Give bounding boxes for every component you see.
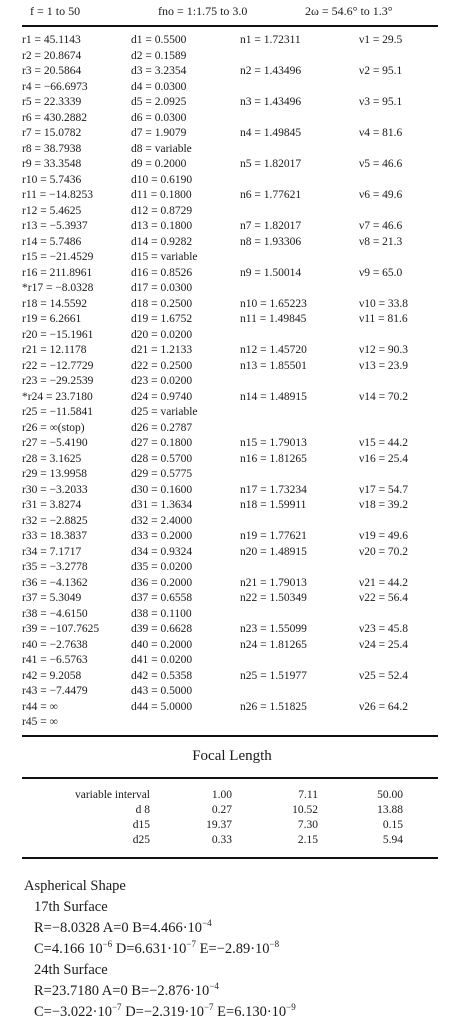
radius-cell: r26 = ∞(stop) [22,421,85,434]
lens-row [0,561,464,577]
index-cell: n25 = 1.51977 [240,669,307,682]
abbe-cell: ν3 = 95.1 [359,96,403,108]
spacing-cell: d37 = 0.6558 [131,592,193,604]
radius-cell: r23 = −29.2539 [22,375,94,387]
radius-cell: r42 = 9.2058 [22,669,82,682]
spacing-cell: d38 = 0.1100 [131,607,192,620]
lens-row [0,251,464,267]
spacing-cell: d23 = 0.0200 [131,375,193,387]
radius-cell: r19 = 6.2661 [22,313,82,325]
abbe-cell: ν6 = 49.6 [359,189,403,201]
radius-cell: r28 = 3.1625 [22,452,82,465]
lens-row [0,282,464,298]
radius-cell: r18 = 14.5592 [22,297,87,310]
lens-row [0,499,464,515]
field-angle-range: 2ω = 54.6° to 1.3° [305,4,393,18]
spacing-cell: d25 = variable [131,406,198,418]
focal-range: f = 1 to 50 [30,4,81,18]
radius-cell: *r17 = −8.0328 [22,282,94,294]
radius-cell: r44 = ∞ [22,700,58,713]
radius-cell: r31 = 3.8274 [22,499,82,511]
abbe-cell: ν18 = 39.2 [359,499,409,511]
radius-cell: r43 = −7.4479 [22,685,88,697]
index-cell: n11 = 1.49845 [240,313,307,325]
spacing-cell: d9 = 0.2000 [131,158,187,170]
focal-length-title: Focal Length [192,748,272,764]
lens-row [0,484,464,500]
radius-cell: *r24 = 23.7180 [22,390,93,403]
lens-row [0,375,464,391]
spacing-cell: d35 = 0.0200 [131,561,193,573]
radius-cell: r12 = 5.4625 [22,204,82,217]
index-cell: n17 = 1.73234 [240,483,307,496]
lens-row [0,623,464,639]
lens-row [0,96,464,112]
spacing-cell: d14 = 0.9282 [131,235,193,248]
spacing-cell: d43 = 0.5000 [131,685,193,697]
lens-row [0,639,464,655]
focal-value: 0.33 [211,834,232,846]
abbe-cell: ν7 = 46.6 [359,220,403,232]
lens-row [0,298,464,314]
index-cell: n19 = 1.77621 [240,530,307,542]
index-cell: n14 = 1.48915 [240,390,307,403]
lens-row [0,515,464,531]
index-cell: n15 = 1.79013 [240,437,307,449]
index-cell: n7 = 1.82017 [240,220,302,232]
radius-cell: r13 = −5.3937 [22,220,88,232]
radius-cell: r34 = 7.1717 [22,545,82,558]
spacing-cell: d21 = 1.2133 [131,344,193,356]
spacing-cell: d29 = 0.5775 [131,468,193,480]
abbe-cell: ν21 = 44.2 [359,576,409,589]
lens-row [0,437,464,453]
focal-row [0,819,464,834]
focal-value: 19.37 [206,819,232,831]
focal-value: 0.15 [382,819,403,831]
lens-row [0,670,464,686]
index-cell: n26 = 1.51825 [240,700,307,713]
index-cell: n16 = 1.81265 [240,452,307,465]
abbe-cell: ν14 = 70.2 [359,390,409,403]
lens-row [0,267,464,283]
radius-cell: r39 = −107.7625 [22,623,100,635]
abbe-cell: ν20 = 70.2 [359,545,409,558]
abbe-cell: ν1 = 29.5 [359,34,403,46]
spacing-cell: d2 = 0.1589 [131,49,187,62]
radius-cell: r33 = 18.3837 [22,530,87,542]
index-cell: n9 = 1.50014 [240,266,302,279]
lens-row [0,577,464,593]
lens-row [0,158,464,174]
focal-value: 7.30 [297,819,318,831]
radius-cell: r16 = 211.8961 [22,266,93,279]
abbe-cell: ν2 = 95.1 [359,65,403,77]
radius-cell: r9 = 33.3548 [22,158,82,170]
spacing-cell: d41 = 0.0200 [131,654,193,666]
spacing-cell: d18 = 0.2500 [131,297,193,310]
lens-data-table [0,34,464,732]
index-cell: n18 = 1.59911 [240,499,307,511]
index-cell: n2 = 1.43496 [240,65,302,77]
lens-row [0,608,464,624]
index-cell: n5 = 1.82017 [240,158,302,170]
radius-cell: r45 = ∞ [22,716,58,728]
spacing-cell: d13 = 0.1800 [131,220,193,232]
index-cell: n1 = 1.72311 [240,34,301,46]
lens-row [0,81,464,97]
lens-row [0,530,464,546]
radius-cell: r3 = 20.5864 [22,65,82,77]
lens-row [0,34,464,50]
abbe-cell: ν8 = 21.3 [359,235,403,248]
radius-cell: r2 = 20.8674 [22,49,82,62]
focal-length-table [0,789,464,849]
lens-row [0,654,464,670]
radius-cell: r25 = −11.5841 [22,406,93,418]
lens-row [0,391,464,407]
radius-cell: r40 = −2.7638 [22,638,88,651]
lens-row [0,65,464,81]
surface-17-line-2: C=4.166 $10^{-6}$ $D=6.631\cdot 10^{-7}$ $E=-2.89\cdot 10^{-8}$ [34,939,280,957]
abbe-cell: ν12 = 90.3 [359,344,409,356]
radius-cell: r5 = 22.3339 [22,96,82,108]
radius-cell: r32 = −2.8825 [22,514,88,527]
focal-value: 1.00 [211,789,232,801]
lens-row [0,127,464,143]
focal-row-label: d15 [132,819,150,831]
surface-24-label: 24th Surface [34,962,108,978]
focal-value: 7.11 [298,789,318,801]
index-cell: n6 = 1.77621 [240,189,302,201]
lens-row [0,313,464,329]
lens-row [0,592,464,608]
radius-cell: r22 = −12.7729 [22,359,94,372]
spacing-cell: d28 = 0.5700 [131,452,193,465]
spacing-cell: d20 = 0.0200 [131,328,193,341]
focal-row-label: variable interval [74,789,150,801]
index-cell: n21 = 1.79013 [240,576,307,589]
radius-cell: r11 = −14.8253 [22,189,93,201]
surface-24-line-1: R=23.7180 A=0 $B=-2.876\cdot 10^{-4}$ [34,981,219,999]
focal-value: 0.27 [211,804,232,816]
spacing-cell: d12 = 0.8729 [131,204,193,217]
index-cell: n8 = 1.93306 [240,235,302,248]
abbe-cell: ν10 = 33.8 [359,297,409,310]
spacing-cell: d26 = 0.2787 [131,421,193,434]
abbe-cell: ν5 = 46.6 [359,158,403,170]
radius-cell: r8 = 38.7938 [22,142,82,155]
spec-header [0,4,464,24]
abbe-cell: ν15 = 44.2 [359,437,409,449]
radius-cell: r38 = −4.6150 [22,607,88,620]
abbe-cell: ν22 = 56.4 [359,592,409,604]
abbe-cell: ν13 = 23.9 [359,359,409,372]
spacing-cell: d36 = 0.2000 [131,576,193,589]
abbe-cell: ν24 = 25.4 [359,638,409,651]
focal-value: 50.00 [377,789,403,801]
lens-row [0,236,464,252]
spacing-cell: d16 = 0.8526 [131,266,193,279]
focal-value: 5.94 [382,834,403,846]
lens-row [0,406,464,422]
radius-cell: r6 = 430.2882 [22,111,87,124]
aspherical-title: Aspherical Shape [24,878,126,894]
focal-row [0,804,464,819]
lens-row [0,468,464,484]
spacing-cell: d32 = 2.4000 [131,514,193,527]
surface-17-label: 17th Surface [34,899,108,915]
lens-row [0,546,464,562]
radius-cell: r21 = 12.1178 [22,344,87,356]
abbe-cell: ν9 = 65.0 [359,266,403,279]
fno-range: fno = 1:1.75 to 3.0 [158,4,248,18]
spacing-cell: d17 = 0.0300 [131,282,193,294]
spacing-cell: d1 = 0.5500 [131,34,187,46]
surface-17-line-1: R=−8.0328 A=0 $B=4.466\cdot 10^{-4}$ [34,918,212,936]
index-cell: n13 = 1.85501 [240,359,307,372]
spacing-cell: d11 = 0.1800 [131,189,192,201]
focal-value: 13.88 [377,804,403,816]
spacing-cell: d22 = 0.2500 [131,359,193,372]
lens-row [0,220,464,236]
lens-row [0,205,464,221]
radius-cell: r15 = −21.4529 [22,251,94,263]
focal-top-rule [22,777,438,779]
abbe-cell: ν26 = 64.2 [359,700,409,713]
abbe-cell: ν19 = 49.6 [359,530,409,542]
spacing-cell: d33 = 0.2000 [131,530,193,542]
index-cell: n24 = 1.81265 [240,638,307,651]
radius-cell: r14 = 5.7486 [22,235,82,248]
radius-cell: r41 = −6.5763 [22,654,88,666]
radius-cell: r1 = 45.1143 [22,34,81,46]
radius-cell: r4 = −66.6973 [22,80,88,93]
radius-cell: r7 = 15.0782 [22,127,82,139]
spacing-cell: d27 = 0.1800 [131,437,193,449]
spacing-cell: d31 = 1.3634 [131,499,193,511]
surface-24-line-2: $C=-3.022\cdot 10^{-7}$ $D=-2.319\cdot 10^{-7}$ $E=6.130\cdot 10^{-9}$ [34,1002,296,1020]
index-cell: n20 = 1.48915 [240,545,307,558]
radius-cell: r10 = 5.7436 [22,173,82,186]
lens-row [0,143,464,159]
abbe-cell: ν25 = 52.4 [359,669,409,682]
radius-cell: r37 = 5.3049 [22,592,82,604]
index-cell: n12 = 1.45720 [240,344,307,356]
lens-row [0,685,464,701]
spacing-cell: d4 = 0.0300 [131,80,187,93]
lens-row [0,174,464,190]
index-cell: n22 = 1.50349 [240,592,307,604]
abbe-cell: ν16 = 25.4 [359,452,409,465]
spacing-cell: d6 = 0.0300 [131,111,187,124]
lens-row [0,701,464,717]
spacing-cell: d30 = 0.1600 [131,483,193,496]
spacing-cell: d24 = 0.9740 [131,390,193,403]
table-bottom-rule [22,735,438,737]
spacing-cell: d42 = 0.5358 [131,669,193,682]
aspherical-shape-section [24,878,296,1025]
focal-row [0,789,464,804]
index-cell: n23 = 1.55099 [240,623,307,635]
top-rule [22,25,438,27]
lens-row [0,189,464,205]
lens-row [0,344,464,360]
spacing-cell: d5 = 2.0925 [131,96,187,108]
spacing-cell: d40 = 0.2000 [131,638,193,651]
lens-row [0,422,464,438]
lens-row [0,329,464,345]
radius-cell: r27 = −5.4190 [22,437,88,449]
focal-row-label: d 8 [135,804,150,816]
lens-row [0,360,464,376]
spacing-cell: d44 = 5.0000 [131,700,193,713]
lens-row [0,453,464,469]
spacing-cell: d15 = variable [131,251,198,263]
index-cell: n3 = 1.43496 [240,96,302,108]
spacing-cell: d7 = 1.9079 [131,127,187,139]
focal-row [0,834,464,849]
lens-row [0,50,464,66]
lens-row [0,716,464,732]
spacing-cell: d34 = 0.9324 [131,545,193,558]
abbe-cell: ν4 = 81.6 [359,127,403,139]
focal-bottom-rule [22,857,438,859]
index-cell: n4 = 1.49845 [240,127,302,139]
spacing-cell: d8 = variable [131,142,192,155]
spacing-cell: d3 = 3.2354 [131,65,187,77]
focal-value: 10.52 [292,804,318,816]
radius-cell: r30 = −3.2033 [22,483,88,496]
radius-cell: r29 = 13.9958 [22,468,87,480]
focal-row-label: d25 [132,834,150,846]
radius-cell: r36 = −4.1362 [22,576,88,589]
index-cell: n10 = 1.65223 [240,297,307,310]
radius-cell: r20 = −15.1961 [22,328,94,341]
spacing-cell: d10 = 0.6190 [131,173,193,186]
focal-value: 2.15 [297,834,318,846]
abbe-cell: ν23 = 45.8 [359,623,409,635]
abbe-cell: ν11 = 81.6 [359,313,408,325]
lens-row [0,112,464,128]
radius-cell: r35 = −3.2778 [22,561,88,573]
abbe-cell: ν17 = 54.7 [359,483,409,496]
spacing-cell: d19 = 1.6752 [131,313,193,325]
spacing-cell: d39 = 0.6628 [131,623,193,635]
